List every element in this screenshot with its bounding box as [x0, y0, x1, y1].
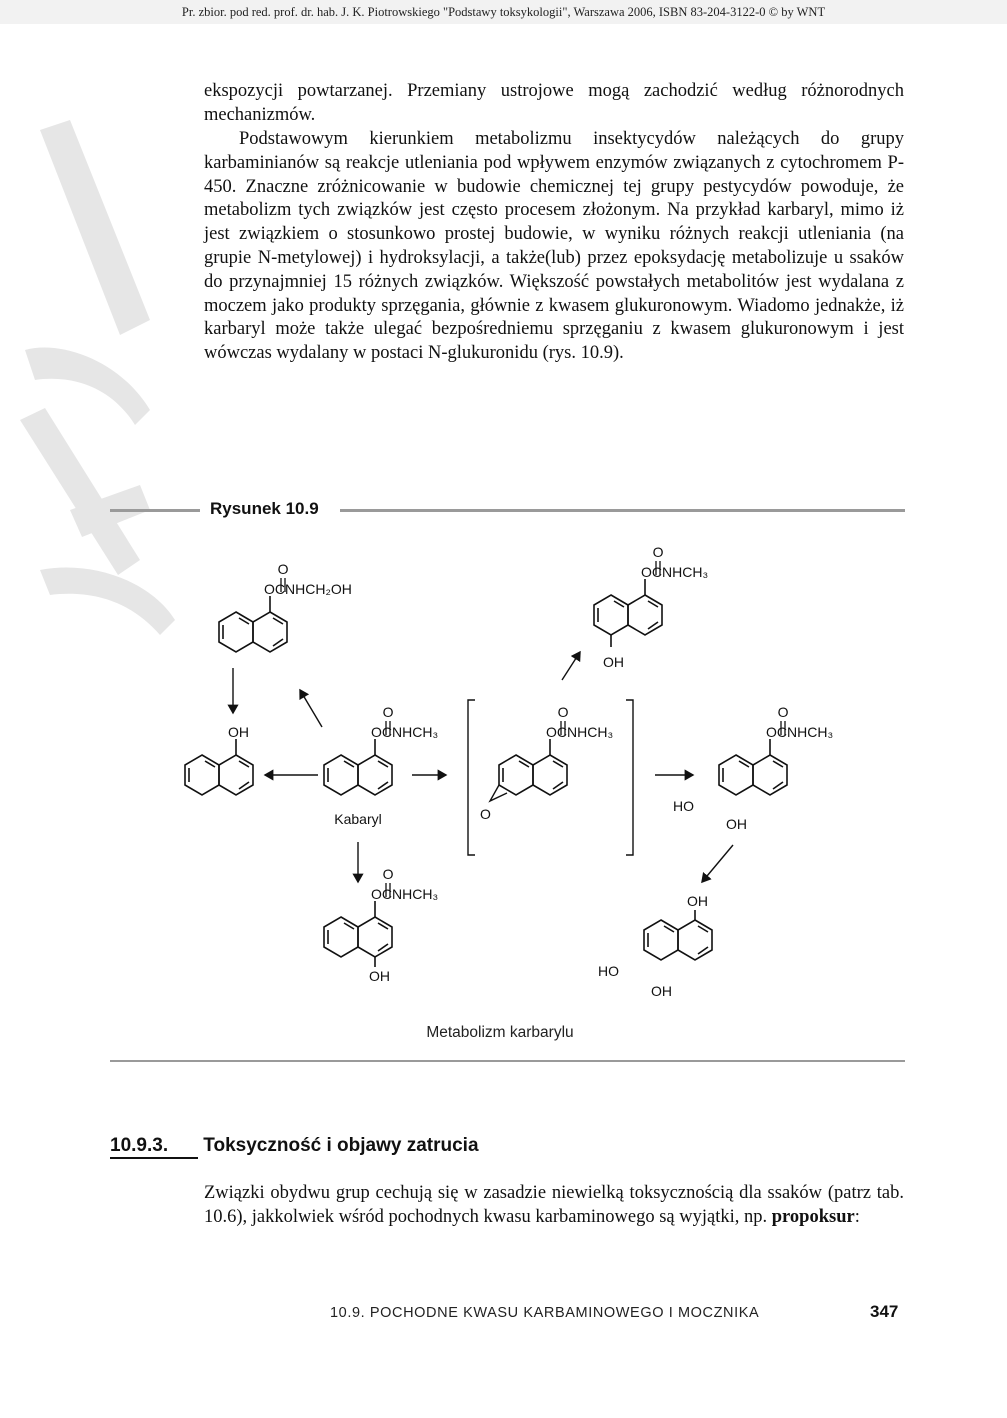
page-number: 347 — [870, 1302, 899, 1321]
section-number: 10.9.3. — [110, 1135, 198, 1159]
metabolism-diagram — [110, 530, 905, 1060]
svg-text:OCNHCH₃: OCNHCH₃ — [371, 724, 439, 740]
molecule-carbaryl — [324, 704, 438, 795]
svg-text:OCNHCH₃: OCNHCH₃ — [371, 886, 439, 902]
running-title: 10.9. POCHODNE KWASU KARBAMINOWEGO I MOCZNIKA — [330, 1305, 760, 1321]
molecule-epoxide — [480, 704, 613, 822]
section-tail: : — [854, 1206, 860, 1227]
svg-text:OH: OH — [603, 654, 624, 670]
svg-text:O: O — [480, 806, 491, 822]
svg-text:OCNHCH₃: OCNHCH₃ — [766, 724, 834, 740]
section-lead-text: Związki obydwu grup cechują się w zasadzie niewielką toksycznością dla ssaków (patrz tab. 10.6), jakkolwiek wśród pochodnych kwasu karbaminowego są wyjątki, np. — [204, 1183, 904, 1227]
paragraph-1: ekspozycji powtarzanej. Przemiany ustrojowe mogą zachodzić według różnorodnych mechanizmów. — [204, 81, 904, 125]
svg-text:OH: OH — [228, 724, 249, 740]
molecule-naphthol — [185, 724, 253, 795]
propoksur-term: propoksur — [771, 1206, 855, 1227]
svg-text:OCNHCH₃: OCNHCH₃ — [641, 564, 709, 580]
molecule-dihydrodiol-carbaryl — [673, 704, 833, 832]
section-paragraph — [204, 1182, 904, 1230]
paragraph-2: Podstawowym kierunkiem metabolizmu insektycydów należących do grupy karbaminianów są reakcje utleniania pod wpływem enzymów związanych z cytochromem P-450. Znaczne zróżnicowanie w budowie chemicznej tej grupy pestycydów powoduje, że metabolizm tych związków jest często procesem złożonym. Na przykład karbaryl, mimo iż jest związkiem o stosunkowo prostej budowie, w wyniku różnych reakcji utleniania (na grupie N-metylowej) i hydroksylacji, a także(lub) przez epoksydację metabolizuje u ssaków do przynajmniej 15 różnych związków. Większość powstałych metabolitów jest wydalana z moczem jako produkty sprzęgania, głównie z kwasem glukuronowym. Wiadomo jednakże, iż karbaryl może także ulegać bezpośredniemu sprzęganiu z kwasem glukuronowym i jest wówczas wydalany w postaci N-glukuronidu (rys. 10.9). — [204, 129, 904, 364]
svg-text:HO: HO — [598, 963, 619, 979]
molecule-5-hydroxy-carbaryl — [594, 544, 708, 670]
figure-header — [110, 496, 905, 522]
molecule-hydroxymethyl-carbaryl — [219, 561, 352, 652]
section-title: Toksyczność i objawy zatrucia — [203, 1135, 479, 1156]
svg-text:OH: OH — [687, 893, 708, 909]
svg-text:OCNHCH₃: OCNHCH₃ — [546, 724, 614, 740]
svg-text:OH: OH — [651, 983, 672, 999]
svg-text:HO: HO — [673, 798, 694, 814]
molecule-dihydrodiol-naphthol — [598, 893, 712, 999]
figure-caption: Metabolizm karbarylu — [426, 1024, 574, 1041]
figure-title: Rysunek 10.9 — [204, 496, 325, 522]
svg-text:OH: OH — [726, 816, 747, 832]
molecule-4-hydroxy-carbaryl — [324, 866, 438, 984]
kabaryl-label: Kabaryl — [334, 811, 382, 827]
citation-header: Pr. zbior. pod red. prof. dr. hab. J. K. Piotrowskiego "Podstawy toksykologii", Warszawa 2006, ISBN 83-204-3122-0 © by WNT — [0, 0, 1007, 24]
svg-text:OH: OH — [369, 968, 390, 984]
section-heading — [110, 1135, 479, 1159]
svg-text:OCNHCH₂OH: OCNHCH₂OH — [264, 581, 352, 597]
figure-bottom-rule — [110, 1060, 905, 1062]
